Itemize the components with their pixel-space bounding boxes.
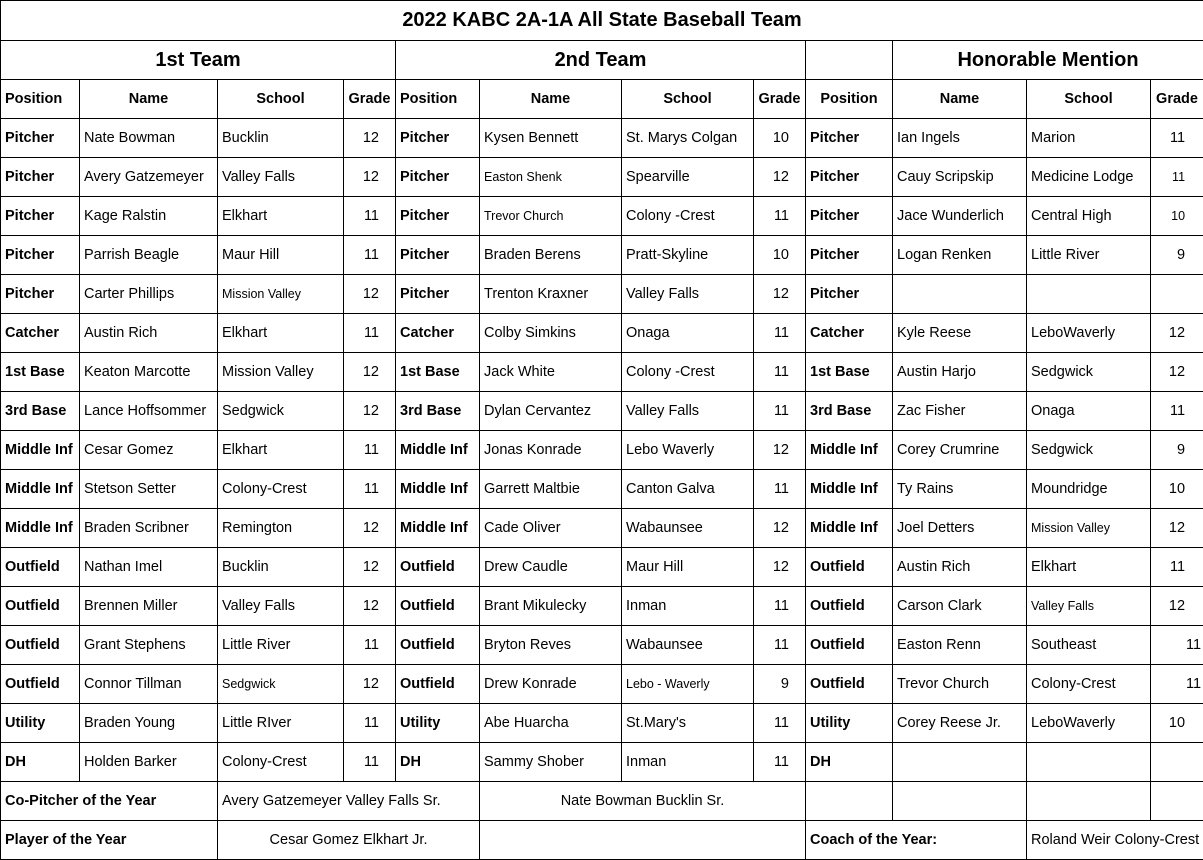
position-cell: Outfield	[1, 587, 80, 626]
page-title: 2022 KABC 2A-1A All State Baseball Team	[1, 1, 1203, 41]
school-cell: Moundridge	[1027, 470, 1151, 509]
grade-cell: 11	[754, 704, 806, 743]
grade-cell: 12	[344, 119, 396, 158]
school-cell: Southeast	[1027, 626, 1151, 665]
grade-cell: 11	[344, 197, 396, 236]
school-cell: Valley Falls	[1027, 587, 1151, 626]
name-cell: Kage Ralstin	[80, 197, 218, 236]
name-cell: Abe Huarcha	[480, 704, 622, 743]
position-cell: Pitcher	[1, 197, 80, 236]
table-row	[1, 392, 1203, 431]
position-cell: DH	[1, 743, 80, 782]
col-position: Position	[396, 80, 480, 119]
school-cell: Marion	[1027, 119, 1151, 158]
position-cell: Outfield	[806, 548, 893, 587]
name-cell: Brant Mikulecky	[480, 587, 622, 626]
blank-cell	[1151, 782, 1203, 821]
grade-cell: 12	[344, 665, 396, 704]
grade-cell: 11	[754, 314, 806, 353]
player-of-year-value: Cesar Gomez Elkhart Jr.	[218, 821, 480, 860]
grade-cell	[1151, 743, 1203, 782]
second-team-header: 2nd Team	[396, 41, 806, 80]
grade-cell: 11	[1151, 392, 1203, 431]
blank-cell	[806, 782, 893, 821]
grade-cell: 11	[1151, 548, 1203, 587]
school-cell: Remington	[218, 509, 344, 548]
name-cell: Bryton Reves	[480, 626, 622, 665]
school-cell: St.Mary's	[622, 704, 754, 743]
position-cell: 1st Base	[806, 353, 893, 392]
player-of-year-label: Player of the Year	[1, 821, 218, 860]
position-cell: Utility	[1, 704, 80, 743]
table-row	[1, 665, 1203, 704]
name-cell: Carson Clark	[893, 587, 1027, 626]
position-cell: Outfield	[396, 665, 480, 704]
grade-cell: 11	[344, 704, 396, 743]
position-cell: Outfield	[396, 587, 480, 626]
position-cell: Pitcher	[1, 275, 80, 314]
name-cell: Nate Bowman	[80, 119, 218, 158]
name-cell: Connor Tillman	[80, 665, 218, 704]
coach-of-year-value: Roland Weir Colony-Crest	[1027, 821, 1203, 860]
col-position: Position	[1, 80, 80, 119]
grade-cell: 11	[754, 587, 806, 626]
blank-cell	[893, 782, 1027, 821]
position-cell: DH	[396, 743, 480, 782]
blank-cell	[1027, 782, 1151, 821]
school-cell: LeboWaverly	[1027, 314, 1151, 353]
grade-cell: 12	[1151, 314, 1203, 353]
position-cell: Catcher	[396, 314, 480, 353]
name-cell: Joel Detters	[893, 509, 1027, 548]
school-cell: Elkhart	[218, 431, 344, 470]
name-cell: Ty Rains	[893, 470, 1027, 509]
school-cell: Bucklin	[218, 119, 344, 158]
table-row	[1, 587, 1203, 626]
name-cell: Brennen Miller	[80, 587, 218, 626]
col-name: Name	[480, 80, 622, 119]
school-cell: Canton Galva	[622, 470, 754, 509]
position-cell: Outfield	[1, 548, 80, 587]
position-cell: Pitcher	[396, 119, 480, 158]
position-cell: Middle Inf	[1, 431, 80, 470]
name-cell: Jace Wunderlich	[893, 197, 1027, 236]
col-name: Name	[80, 80, 218, 119]
position-cell: Utility	[806, 704, 893, 743]
name-cell: Corey Reese Jr.	[893, 704, 1027, 743]
grade-cell: 11	[344, 470, 396, 509]
position-cell: Pitcher	[1, 236, 80, 275]
position-cell: Middle Inf	[396, 431, 480, 470]
name-cell: Cesar Gomez	[80, 431, 218, 470]
col-grade: Grade	[1151, 80, 1203, 119]
name-cell: Drew Caudle	[480, 548, 622, 587]
grade-cell: 10	[1151, 197, 1203, 236]
school-cell	[1027, 743, 1151, 782]
table-row	[1, 743, 1203, 782]
position-cell: Pitcher	[396, 197, 480, 236]
grade-cell: 12	[754, 509, 806, 548]
grade-cell: 12	[344, 353, 396, 392]
name-cell: Jack White	[480, 353, 622, 392]
grade-cell: 11	[344, 314, 396, 353]
school-cell: Mission Valley	[1027, 509, 1151, 548]
school-cell: Sedgwick	[218, 392, 344, 431]
grade-cell: 11	[1151, 158, 1203, 197]
school-cell: Colony-Crest	[218, 470, 344, 509]
name-cell: Braden Young	[80, 704, 218, 743]
school-cell: Valley Falls	[622, 392, 754, 431]
name-cell: Austin Rich	[893, 548, 1027, 587]
position-cell: Utility	[396, 704, 480, 743]
position-cell: Middle Inf	[1, 470, 80, 509]
position-cell: Outfield	[396, 626, 480, 665]
table-row	[1, 470, 1203, 509]
position-cell: Pitcher	[806, 158, 893, 197]
school-cell: Inman	[622, 743, 754, 782]
name-cell: Grant Stephens	[80, 626, 218, 665]
position-cell: Middle Inf	[396, 470, 480, 509]
grade-cell	[1151, 275, 1203, 314]
school-cell: Mission Valley	[218, 353, 344, 392]
grade-cell: 11	[1151, 665, 1203, 704]
grade-cell: 12	[754, 431, 806, 470]
school-cell: Colony-Crest	[218, 743, 344, 782]
school-cell: Lebo Waverly	[622, 431, 754, 470]
col-grade: Grade	[754, 80, 806, 119]
name-cell: Keaton Marcotte	[80, 353, 218, 392]
grade-cell: 10	[754, 236, 806, 275]
position-cell: Middle Inf	[806, 470, 893, 509]
school-cell: Onaga	[622, 314, 754, 353]
grade-cell: 12	[1151, 353, 1203, 392]
school-cell: Elkhart	[1027, 548, 1151, 587]
position-cell: Pitcher	[396, 158, 480, 197]
grade-cell: 11	[754, 392, 806, 431]
first-team-header: 1st Team	[1, 41, 396, 80]
co-pitcher-2: Nate Bowman Bucklin Sr.	[480, 782, 806, 821]
grade-cell: 11	[754, 626, 806, 665]
name-cell: Cauy Scripskip	[893, 158, 1027, 197]
position-cell: Outfield	[806, 665, 893, 704]
col-school: School	[1027, 80, 1151, 119]
position-cell: Pitcher	[806, 119, 893, 158]
name-cell	[893, 743, 1027, 782]
school-cell: Little River	[218, 626, 344, 665]
position-cell: 1st Base	[1, 353, 80, 392]
position-cell: Pitcher	[806, 275, 893, 314]
name-cell: Dylan Cervantez	[480, 392, 622, 431]
school-cell: Pratt-Skyline	[622, 236, 754, 275]
grade-cell: 12	[344, 509, 396, 548]
table-row	[1, 275, 1203, 314]
position-cell: Middle Inf	[396, 509, 480, 548]
grade-cell: 12	[344, 548, 396, 587]
name-cell: Avery Gatzemeyer	[80, 158, 218, 197]
school-cell: Colony -Crest	[622, 353, 754, 392]
hm-header-blank	[806, 41, 893, 80]
position-cell: Pitcher	[806, 236, 893, 275]
grade-cell: 11	[754, 743, 806, 782]
name-cell	[893, 275, 1027, 314]
blank-cell	[480, 821, 806, 860]
name-cell: Kyle Reese	[893, 314, 1027, 353]
grade-cell: 11	[344, 626, 396, 665]
position-cell: Middle Inf	[1, 509, 80, 548]
school-cell: Medicine Lodge	[1027, 158, 1151, 197]
name-cell: Parrish Beagle	[80, 236, 218, 275]
school-cell: Sedgwick	[1027, 431, 1151, 470]
grade-cell: 10	[754, 119, 806, 158]
name-cell: Garrett Maltbie	[480, 470, 622, 509]
grade-cell: 11	[1151, 119, 1203, 158]
name-cell: Colby Simkins	[480, 314, 622, 353]
table-row	[1, 548, 1203, 587]
position-cell: Outfield	[1, 626, 80, 665]
grade-cell: 11	[344, 236, 396, 275]
school-cell: Valley Falls	[218, 158, 344, 197]
table-row	[1, 314, 1203, 353]
name-cell: Sammy Shober	[480, 743, 622, 782]
grade-cell: 11	[344, 431, 396, 470]
school-cell: Little RIver	[218, 704, 344, 743]
grade-cell: 11	[1151, 626, 1203, 665]
position-cell: Middle Inf	[806, 509, 893, 548]
school-cell: Little River	[1027, 236, 1151, 275]
name-cell: Carter Phillips	[80, 275, 218, 314]
position-cell: 3rd Base	[806, 392, 893, 431]
grade-cell: 11	[754, 197, 806, 236]
name-cell: Austin Harjo	[893, 353, 1027, 392]
school-cell: Central High	[1027, 197, 1151, 236]
name-cell: Cade Oliver	[480, 509, 622, 548]
position-cell: 1st Base	[396, 353, 480, 392]
name-cell: Ian Ingels	[893, 119, 1027, 158]
col-position: Position	[806, 80, 893, 119]
school-cell: Mission Valley	[218, 275, 344, 314]
name-cell: Holden Barker	[80, 743, 218, 782]
position-cell: Catcher	[1, 314, 80, 353]
position-cell: Outfield	[396, 548, 480, 587]
position-cell: Pitcher	[1, 158, 80, 197]
position-cell: DH	[806, 743, 893, 782]
school-cell: Elkhart	[218, 314, 344, 353]
name-cell: Braden Scribner	[80, 509, 218, 548]
school-cell: Colony -Crest	[622, 197, 754, 236]
name-cell: Stetson Setter	[80, 470, 218, 509]
table-row	[1, 704, 1203, 743]
col-school: School	[622, 80, 754, 119]
school-cell: Maur Hill	[218, 236, 344, 275]
grade-cell: 11	[754, 470, 806, 509]
table-row	[1, 353, 1203, 392]
name-cell: Trevor Church	[893, 665, 1027, 704]
name-cell: Trevor Church	[480, 197, 622, 236]
grade-cell: 9	[1151, 431, 1203, 470]
school-cell: Lebo - Waverly	[622, 665, 754, 704]
col-grade: Grade	[344, 80, 396, 119]
school-cell: Inman	[622, 587, 754, 626]
grade-cell: 11	[754, 353, 806, 392]
grade-cell: 9	[754, 665, 806, 704]
name-cell: Braden Berens	[480, 236, 622, 275]
table-row	[1, 626, 1203, 665]
grade-cell: 10	[1151, 704, 1203, 743]
position-cell: Pitcher	[396, 236, 480, 275]
school-cell: Elkhart	[218, 197, 344, 236]
school-cell: LeboWaverly	[1027, 704, 1151, 743]
grade-cell: 9	[1151, 236, 1203, 275]
grade-cell: 10	[1151, 470, 1203, 509]
grade-cell: 12	[754, 548, 806, 587]
position-cell: Pitcher	[1, 119, 80, 158]
name-cell: Logan Renken	[893, 236, 1027, 275]
name-cell: Kysen Bennett	[480, 119, 622, 158]
name-cell: Easton Renn	[893, 626, 1027, 665]
school-cell: Maur Hill	[622, 548, 754, 587]
grade-cell: 12	[344, 587, 396, 626]
name-cell: Easton Shenk	[480, 158, 622, 197]
grade-cell: 12	[344, 275, 396, 314]
grade-cell: 12	[754, 158, 806, 197]
grade-cell: 12	[1151, 509, 1203, 548]
grade-cell: 11	[344, 743, 396, 782]
name-cell: Trenton Kraxner	[480, 275, 622, 314]
position-cell: Outfield	[1, 665, 80, 704]
school-cell: Onaga	[1027, 392, 1151, 431]
school-cell: St. Marys Colgan	[622, 119, 754, 158]
name-cell: Drew Konrade	[480, 665, 622, 704]
school-cell: Sedgwick	[1027, 353, 1151, 392]
co-pitcher-1: Avery Gatzemeyer Valley Falls Sr.	[218, 782, 480, 821]
position-cell: Outfield	[806, 587, 893, 626]
school-cell: Valley Falls	[218, 587, 344, 626]
table-row	[1, 119, 1203, 158]
position-cell: Pitcher	[806, 197, 893, 236]
col-school: School	[218, 80, 344, 119]
grade-cell: 12	[1151, 587, 1203, 626]
co-pitcher-label: Co-Pitcher of the Year	[1, 782, 218, 821]
coach-of-year-label: Coach of the Year:	[806, 821, 1027, 860]
col-name: Name	[893, 80, 1027, 119]
name-cell: Zac Fisher	[893, 392, 1027, 431]
grade-cell: 12	[344, 158, 396, 197]
position-cell: 3rd Base	[396, 392, 480, 431]
school-cell: Valley Falls	[622, 275, 754, 314]
school-cell: Colony-Crest	[1027, 665, 1151, 704]
table-row	[1, 431, 1203, 470]
honorable-mention-header: Honorable Mention	[893, 41, 1203, 80]
table-row	[1, 236, 1203, 275]
school-cell: Spearville	[622, 158, 754, 197]
position-cell: Catcher	[806, 314, 893, 353]
school-cell: Bucklin	[218, 548, 344, 587]
position-cell: Pitcher	[396, 275, 480, 314]
table-row	[1, 158, 1203, 197]
table-row	[1, 509, 1203, 548]
school-cell: Sedgwick	[218, 665, 344, 704]
position-cell: Outfield	[806, 626, 893, 665]
table-row	[1, 197, 1203, 236]
grade-cell: 12	[754, 275, 806, 314]
name-cell: Nathan Imel	[80, 548, 218, 587]
name-cell: Lance Hoffsommer	[80, 392, 218, 431]
position-cell: Middle Inf	[806, 431, 893, 470]
name-cell: Jonas Konrade	[480, 431, 622, 470]
school-cell: Wabaunsee	[622, 626, 754, 665]
position-cell: 3rd Base	[1, 392, 80, 431]
school-cell	[1027, 275, 1151, 314]
name-cell: Austin Rich	[80, 314, 218, 353]
school-cell: Wabaunsee	[622, 509, 754, 548]
grade-cell: 12	[344, 392, 396, 431]
name-cell: Corey Crumrine	[893, 431, 1027, 470]
